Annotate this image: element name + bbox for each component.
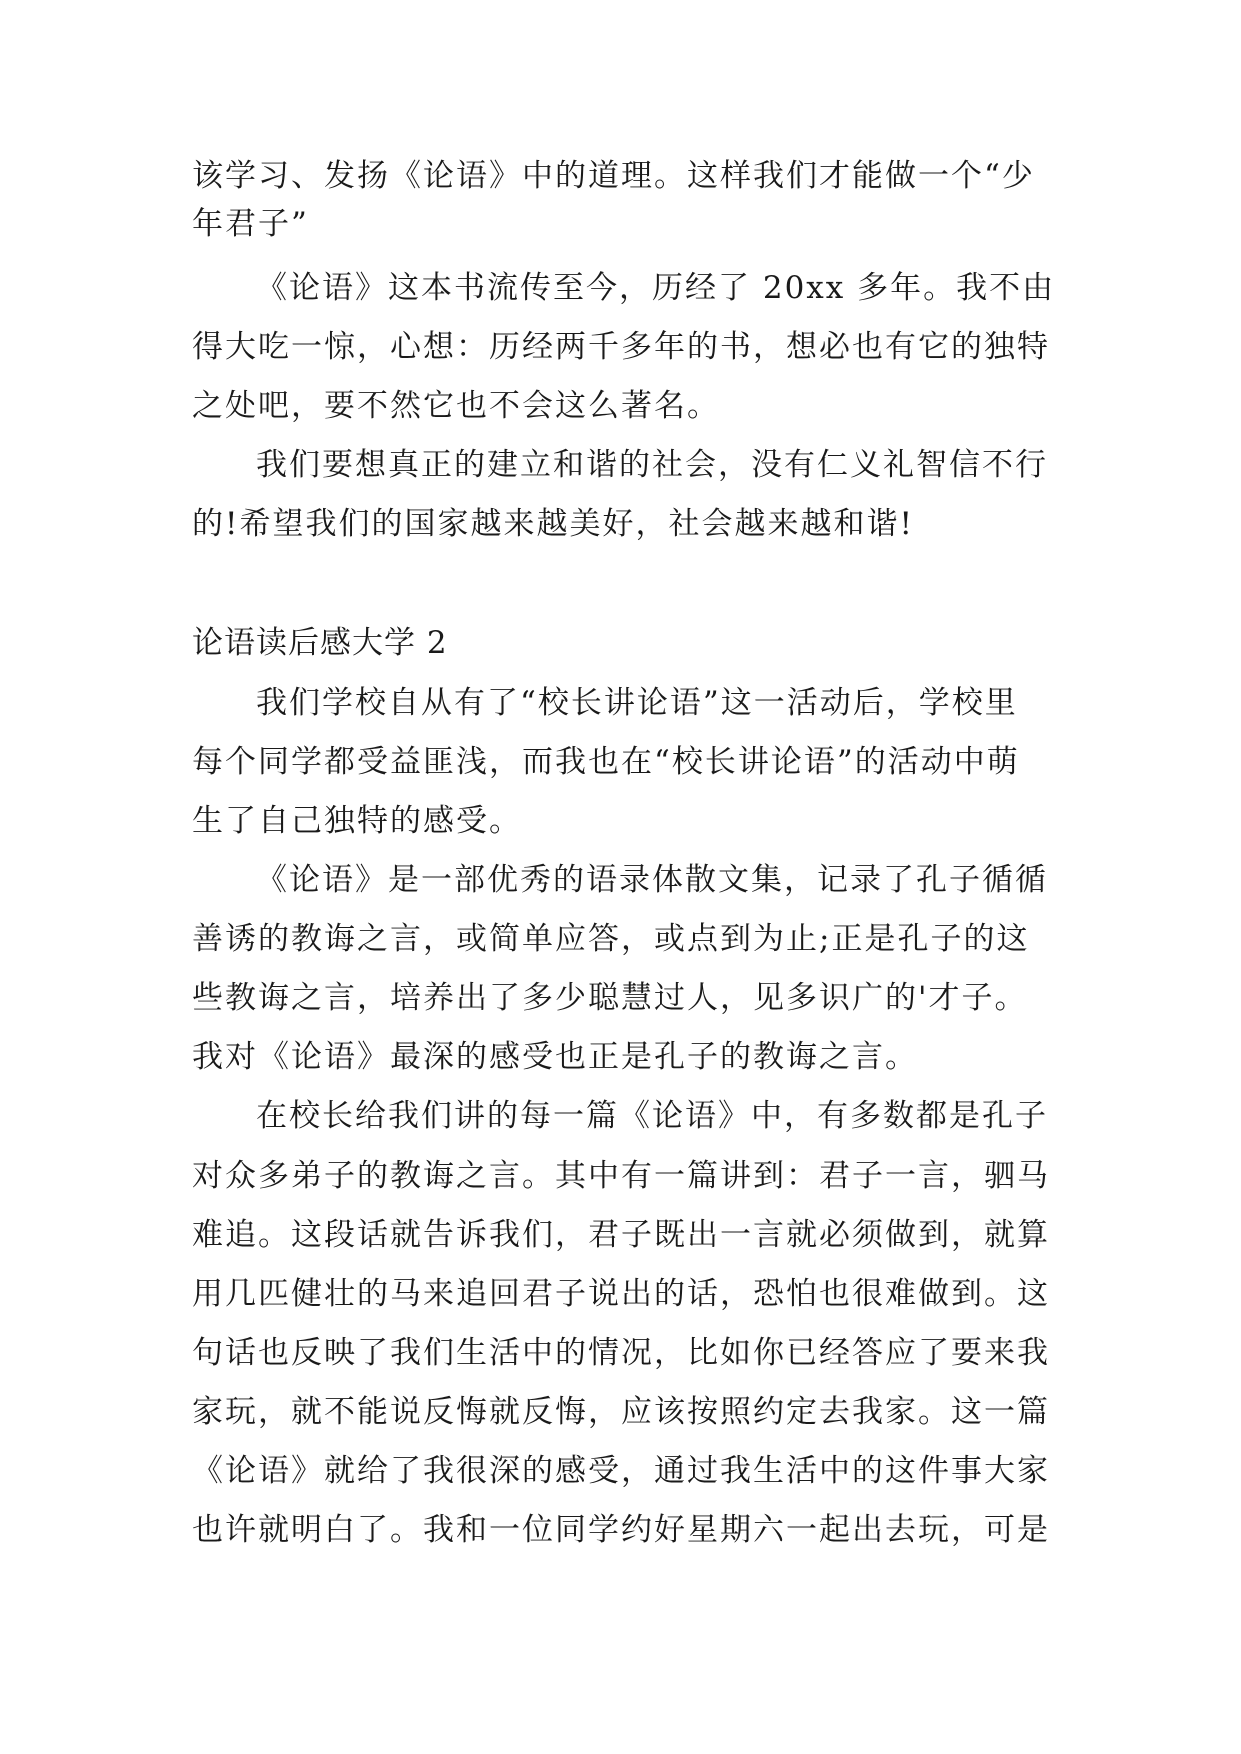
text-line: 《论语》这本书流传至今，历经了 20xx 多年。我不由	[256, 270, 1056, 306]
text-line: 我们要想真正的建立和谐的社会，没有仁义礼智信不行	[256, 447, 1048, 483]
text-line: 家玩，就不能说反悔就反悔，应该按照约定去我家。这一篇	[192, 1394, 1050, 1430]
section-heading: 论语读后感大学 2	[192, 625, 448, 661]
text-line: 善诱的教诲之言，或简单应答，或点到为止;正是孔子的这	[192, 921, 1030, 957]
text-line: 得大吃一惊，心想：历经两千多年的书，想必也有它的独特	[192, 329, 1050, 365]
text-line: 对众多弟子的教诲之言。其中有一篇讲到：君子一言，驷马	[192, 1158, 1050, 1194]
text-line: 之处吧，要不然它也不会这么著名。	[192, 388, 720, 424]
text-line: 在校长给我们讲的每一篇《论语》中，有多数都是孔子	[256, 1098, 1048, 1134]
text-line: 用几匹健壮的马来追回君子说出的话，恐怕也很难做到。这	[192, 1276, 1050, 1312]
text-line: 《论语》就给了我很深的感受，通过我生活中的这件事大家	[192, 1453, 1050, 1489]
text-line: 年君子”	[192, 206, 309, 242]
text-line: 该学习、发扬《论语》中的道理。这样我们才能做一个“少	[192, 158, 1035, 194]
text-line: 难追。这段话就告诉我们，君子既出一言就必须做到，就算	[192, 1217, 1050, 1253]
text-line: 句话也反映了我们生活中的情况，比如你已经答应了要来我	[192, 1335, 1050, 1371]
text-line: 些教诲之言，培养出了多少聪慧过人，见多识广的'才子。	[192, 980, 1028, 1016]
text-line: 我们学校自从有了“校长讲论语”这一活动后，学校里	[256, 685, 1018, 721]
text-line: 《论语》是一部优秀的语录体散文集，记录了孔子循循	[256, 862, 1048, 898]
text-line: 每个同学都受益匪浅，而我也在“校长讲论语”的活动中萌	[192, 744, 1020, 780]
text-line: 也许就明白了。我和一位同学约好星期六一起出去玩，可是	[192, 1512, 1050, 1548]
text-line: 生了自己独特的感受。	[192, 803, 522, 839]
text-line: 我对《论语》最深的感受也正是孔子的教诲之言。	[192, 1039, 918, 1075]
text-line: 的!希望我们的国家越来越美好，社会越来越和谐!	[192, 506, 914, 542]
